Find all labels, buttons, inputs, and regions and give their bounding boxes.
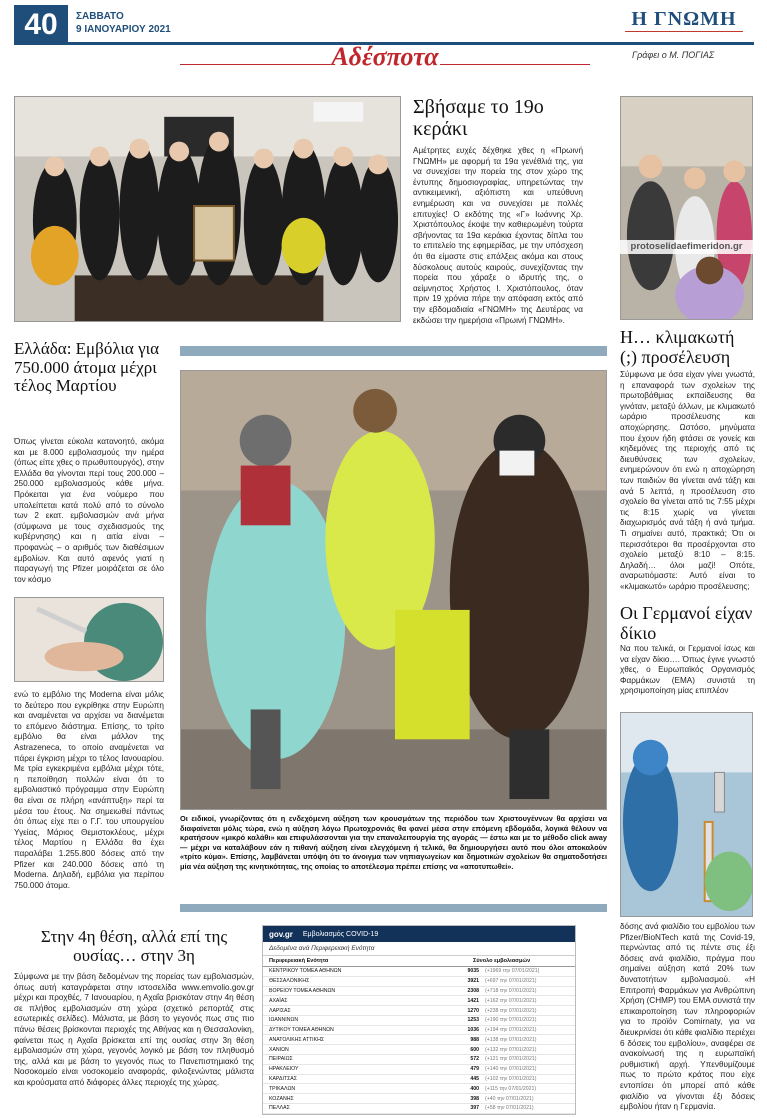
- row-region: ΑΧΑΪΑΣ: [269, 997, 288, 1004]
- row-daily-change: (+40 την 07/01/2021): [485, 1095, 534, 1102]
- row-daily-change: (+140 την 07/01/2021): [485, 1066, 537, 1073]
- main-photo-caption: Οι ειδικοί, γνωρίζοντας ότι η ενδεχόμενη αύξηση των κρουσμάτων της περιόδου των Χριστουγέννων θα αρχίσει να διαφαίνεται μόλις τώρα, ενώ η αύξηση λόγω Πρωτοχρονιάς θα φανεί μέσα στην επόμενη εβδομάδα, λογικά θέλουν να κρατήσουν «μικρό καλάθι» και επιφυλάσσονται για την επαναλειτουργία της αγοράς — έστω και με το μέθοδο click away — μέχρι να καταλάβουν εάν η πιθανή αύξηση είναι ελεγχόμενη ή τελικά, θα δημιουργήσει αυτό που όλοι αποκαλούν «τρίτο κύμα». Επίσης, λαμβάνεται υπόψη ότι το άνοιγμα των νηπιαγωγείων και δημοτικών σχολείων θα σηματοδοτήσει μία νέα αύξηση της κινητικότητας, της οποίας το αποτέλεσμα πρέπει επίσης να «αποτυπωθεί».: [180, 814, 607, 871]
- row-daily-change: (+162 την 07/01/2021): [485, 997, 537, 1004]
- row-total: 400: [470, 1085, 479, 1092]
- row-daily-change: (+138 την 07/01/2021): [485, 1036, 537, 1043]
- article-title-germans: Οι Γερμανοί είχαν δίκιο: [620, 603, 753, 643]
- row-region: ΧΑΝΙΩΝ: [269, 1046, 289, 1053]
- page-number: 40: [14, 5, 68, 45]
- row-region: ΛΑΡΙΣΑΣ: [269, 1007, 291, 1014]
- table-row: [263, 1026, 575, 1036]
- table-row: [263, 1075, 575, 1085]
- row-total: 572: [470, 1056, 479, 1063]
- row-region: ΚΕΝΤΡΙΚΟΥ ΤΟΜΕΑ ΑΘΗΝΩΝ: [269, 968, 342, 975]
- article-title-vaccines: Ελλάδα: Εμβόλια για 750.000 άτομα μέχρι τέλος Μαρτίου: [14, 339, 160, 396]
- row-daily-change: (+194 την 07/01/2021): [485, 1027, 537, 1034]
- row-daily-change: (+132 την 07/01/2021): [485, 1046, 537, 1053]
- row-total: 1270: [467, 1007, 479, 1014]
- row-total: 397: [470, 1105, 479, 1112]
- row-total: 988: [470, 1036, 479, 1043]
- header-day: ΣΑΒΒΑΤΟ: [76, 11, 124, 22]
- logo-underline: [625, 31, 743, 32]
- row-total: 1036: [467, 1027, 479, 1034]
- article-body-staggered-arrival: Σύμφωνα με όσα είχαν γίνει γνωστά, η επαναφορά των σχολείων της πρωτοβάθμιας εκπαίδευσης θα γινόταν, μεταξύ άλλων, με κλιμακωτό ωράριο προσέλευσης και αποχώρησης. Ωστόσο, μηνύματα που έχουν ήδη φτάσει σε γονείς και κηδεμόνες της περιοχής από τις διευθύνσεις των σχολείων, ενημερώνουν ότι ενώ η αποχώρηση των παιδιών θα γίνεται ανά τάξη και ανά 5 λεπτά, η προσέλευση στο σχολείο θα γίνεται από τις 7:55 μέχρι τις 8:15 χωρίς να γίνεται διαχωρισμός ανά τάξη ή ανά τμήμα. Τι σημαίνει αυτό, πρακτικά; Ότι οι περισσότεροι θα προσέρχονται στο σχολείο μεταξύ 8:10 – 8:15. Δηλαδή… όλοι μαζί! Οπότε, αναρωτιόμαστε: Αυτό είναι το «κλιμακωτό» ωράριο προσέλευσης;: [620, 370, 755, 591]
- row-daily-change: (+190 την 07/01/2021): [485, 1017, 537, 1024]
- table-row: [263, 1006, 575, 1016]
- table-row: [263, 1094, 575, 1104]
- gov-site-logo: gov.gr: [269, 929, 293, 939]
- table-subtitle: Δεδομένα ανά Περιφερειακή Ενότητα: [263, 942, 575, 956]
- table-rows: [263, 967, 575, 1114]
- row-daily-change: (+238 την 07/01/2021): [485, 1007, 537, 1014]
- watermark: protoselidaefimeridon.gr: [618, 240, 755, 254]
- gov-site-title: Εμβολιασμός COVID-19: [302, 930, 379, 938]
- table-row: [263, 987, 575, 997]
- row-region: ΚΑΡΔΙΤΣΑΣ: [269, 1075, 297, 1082]
- row-total: 9035: [467, 968, 479, 975]
- birthday-group-photo: [14, 96, 401, 322]
- row-total: 3921: [467, 978, 479, 985]
- section-rule-left: [180, 64, 330, 65]
- top-rule-main-photo: [180, 346, 607, 356]
- row-region: ΔΥΤΙΚΟΥ ΤΟΜΕΑ ΑΘΗΝΩΝ: [269, 1027, 334, 1034]
- vaccination-table: [262, 925, 576, 1115]
- row-daily-change: (+115 την 07/01/2021): [485, 1085, 537, 1092]
- row-region: ΗΡΑΚΛΕΙΟΥ: [269, 1066, 299, 1073]
- row-region: ΠΕΛΛΑΣ: [269, 1105, 290, 1112]
- vaccine-syringe-photo: [620, 712, 753, 917]
- article-body-germans-1: Να που τελικά, οι Γερμανοί ίσως και να είχαν δίκιο…. Όπως έγινε γνωστό χθες, ο Ευρωπαϊκός Οργανισμός Φαρμάκων (ΕΜΑ) συνιστά τη χρησιμοποίηση μίας επιπλέον: [620, 644, 755, 696]
- row-region: ΙΩΑΝΝΙΝΩΝ: [269, 1017, 299, 1024]
- street-shoppers-photo: [180, 370, 607, 810]
- table-row: [263, 1055, 575, 1065]
- section-rule-right: [440, 64, 590, 65]
- row-daily-change: (+697 την 07/01/2021): [485, 978, 537, 985]
- table-row: [263, 1035, 575, 1045]
- section-title: Αδέσποτα: [331, 42, 439, 71]
- newspaper-logo: Η ΓΝΩΜΗ: [631, 8, 737, 30]
- row-daily-change: (+718 την 07/01/2021): [485, 987, 537, 994]
- row-region: ΤΡΙΚΑΛΩΝ: [269, 1085, 296, 1092]
- article-body-vaccines-2: ενώ το εμβόλιο της Moderna είναι μόλις το δεύτερο που εγκρίθηκε στην Ευρώπη και αναμένεται να αρχίσει να διανέμεται το επόμενο διάστημα. Επίσης, το τρίτο εμβόλιο θα είναι μάλλον της Astrazeneca, το οποίο αναμένεται να πάρει έγκριση μέχρι το τέλος Ιανουαρίου. Με τρία εγκεκριμένα εμβόλια μέχρι τότε, η πεποίθηση πολλών είναι ότι το εμβολιαστικό πρόγραμμα στην Ευρώπη θα είναι σε πλήρη «ανάπτυξη» περί τα μέσα του έτους. Να σημειωθεί πάντως ότι όπως είχε πει ο Γ.Γ. του υπουργείου Υγείας, Μάριος Θεμιστοκλέους, μέχρι τέλος Μαρτίου η Ελλάδα θα έχει παραλάβει 1.255.800 δόσεις από την Pfizer και 240.000 δόσεις από τη Moderna. Δηλαδή, εμβόλια για περίπου 750.000 άτομα.: [14, 690, 164, 890]
- col-region: Περιφερειακή Ενότητα: [269, 958, 329, 964]
- table-row: [263, 1016, 575, 1026]
- article-title-staggered-arrival: Η… κλιμακωτή (;) προσέλευση: [620, 327, 735, 367]
- table-row: [263, 1065, 575, 1075]
- row-region: ΒΟΡΕΙΟΥ ΤΟΜΕΑ ΑΘΗΝΩΝ: [269, 987, 336, 994]
- row-total: 445: [470, 1075, 479, 1082]
- byline: Γράφει ο Μ. ΠΟΓΙΑΣ: [632, 50, 715, 60]
- row-daily-change: (+121 την 07/01/2021): [485, 1056, 537, 1063]
- row-daily-change: (+102 την 07/01/2021): [485, 1075, 537, 1082]
- article-body-germans-2: δόσης ανά φιαλίδιο του εμβολίου των Pfizer/BioNTech κατά της Covid-19, περνώντας από τις πέντε στις έξι δόσεις ανά φιαλίδιο, πράγμα που σημαίνει αύξηση κατά 20% των δυνατοτήτων εμβολιασμού. «Η Επιτροπή Φαρμάκων για Ανθρώπινη Χρήση (CHMP) του ΕΜΑ συνιστά την επικαιροποίηση των πληροφοριών για το προϊόν Comirnaty, για να διευκρινίσει ότι κάθε φιαλίδιο περιέχει 6 δόσεις του εμβολίου», αναφέρει σε ανακοίνωσή της η ευρωπαϊκή ρυθμιστική αρχή. Υπενθυμίζουμε πως το πρώτο κράτος που είχε εντοπίσει ότι μπορεί από κάθε φιαλίδιο να γίνονται έξι δόσεις εμβολίου ήταν η Γερμανία.: [620, 922, 755, 1112]
- article-title-achaia: Στην 4η θέση, αλλά επί της ουσίας… στην 3η: [40, 927, 228, 965]
- table-header-bar: [263, 926, 575, 942]
- row-region: ΠΕΙΡΑΙΩΣ: [269, 1056, 293, 1063]
- col-total: Σύνολο εμβολιασμών: [473, 958, 531, 964]
- row-total: 398: [470, 1095, 479, 1102]
- row-total: 1421: [467, 997, 479, 1004]
- row-daily-change: (+1969 την 07/01/2021): [485, 968, 540, 975]
- table-row: [263, 1084, 575, 1094]
- row-total: 2308: [467, 987, 479, 994]
- table-row: [263, 1104, 575, 1114]
- row-daily-change: (+58 την 07/01/2021): [485, 1105, 534, 1112]
- row-total: 600: [470, 1046, 479, 1053]
- school-children-photo: [620, 96, 753, 320]
- header-date: 9 ΙΑΝΟΥΑΡΙΟΥ 2021: [76, 24, 171, 35]
- row-region: ΚΟΖΑΝΗΣ: [269, 1095, 294, 1102]
- article-body-vaccines-1: Όπως γίνεται εύκολα κατανοητό, ακόμα και με 8.000 εμβολιασμούς την ημέρα (όπως είπε χθες ο πρωθυπουργός), στην Ελλάδα θα γίνονται περί τους 200.000 – 250.000 εμβολιασμούς κάθε μήνα. Πρόκειται για ένα νούμερο που υπολείπεται κατά πολύ από το σύνολο των 2 εκατ. εμβολιασμών ανά μήνα (σύμφωνα με τους σχεδιασμούς της κυβέρνησης) και η αιτία είναι – προφανώς – ο αριθμός των διαθέσιμων εμβολίων. Και αυτό αφενός γιατί η παραγωγή της Pfizer μοιράζεται σε όλο τον κόσμο: [14, 437, 164, 584]
- article-title-birthday: Σβήσαμε το 19ο κεράκι: [413, 96, 544, 140]
- row-region: ΑΝΑΤΟΛΙΚΗΣ ΑΤΤΙΚΗΣ: [269, 1036, 325, 1043]
- article-body-achaia: Σύμφωνα με την βάση δεδομένων της πορείας των εμβολιασμών, όπως αυτή καταγράφεται στην ιστοσελίδα www.emvolio.gov.gr μέχρι και προχθές, 7 Ιανουαρίου, η Αχαΐα βρισκόταν στην 4η θέση σε πλήθος εμβολιασμών στη χώρα (σχετικό ρεπορτάζ στις εσωτερικές σελίδες). Μάλιστα, με βάση το γεγονός πως στις πιο πάνω θέσεις βρίσκονται περιοχές της Αθήνας και η Θεσσαλονίκη, φαίνεται πως η Αχαΐα βρίσκεται επί της ουσίας στην 3η θέση εμβολιασμών στη χώρα, γεγονός λογικό με βάση τον πληθυσμό της, αλλά και με βάση το γεγονός πως το Πανεπιστημιακό της Νοσοκομείο είναι νοσοκομείο αναφοράς, φιλοξενώντας μάλιστα και κρούσματα από διάφορες άλλες περιοχές της χώρας.: [14, 972, 254, 1087]
- table-row: [263, 996, 575, 1006]
- table-row: [263, 1045, 575, 1055]
- article-body-birthday: Αμέτρητες ευχές δέχθηκε χθες η «Πρωινή ΓΝΩΜΗ» με αφορμή τα 19α γενέθλιά της, για να συνεχίσει την πορεία της στον χώρο της έντυπης δημοσιογραφίας, υπηρετώντας την αντικειμενική, αξιόπιστη και υπεύθυνη ενημέρωση και να συνεχίσει με πολλές επιτυχίες! Ο εκδότης της «Γ» Ιωάννης Χρ. Χριστόπουλος έκοψε την καθιερωμένη τούρτα σβήνοντας τα 19α κεράκια έχοντας δίπλα του το επιτελείο της εφημερίδας, με την υπόσχεση ότι θα είμαστε στις επάλξεις ακόμα και στους δύσκολους αυτούς καιρούς, συνεχίζοντας την πορεία που χάραξε ο ιδρυτής της, ο αείμνηστος Χρήστος Ι. Χριστόπουλος, όταν πριν 19 χρόνια πήρε την απόφαση εκτός από την εβδομαδιαία «ΓΝΩΜΗ» της Δευτέρας να εκδώσει την ημερήσια «Πρωινή ΓΝΩΜΗ».: [413, 146, 583, 325]
- row-total: 1253: [467, 1017, 479, 1024]
- row-region: ΘΕΣΣΑΛΟΝΙΚΗΣ: [269, 978, 310, 985]
- bottom-rule-main-photo: [180, 904, 607, 912]
- table-row: [263, 977, 575, 987]
- vaccination-arm-photo: [14, 597, 164, 682]
- row-total: 479: [470, 1066, 479, 1073]
- table-column-headers: [263, 956, 575, 967]
- table-row: [263, 967, 575, 977]
